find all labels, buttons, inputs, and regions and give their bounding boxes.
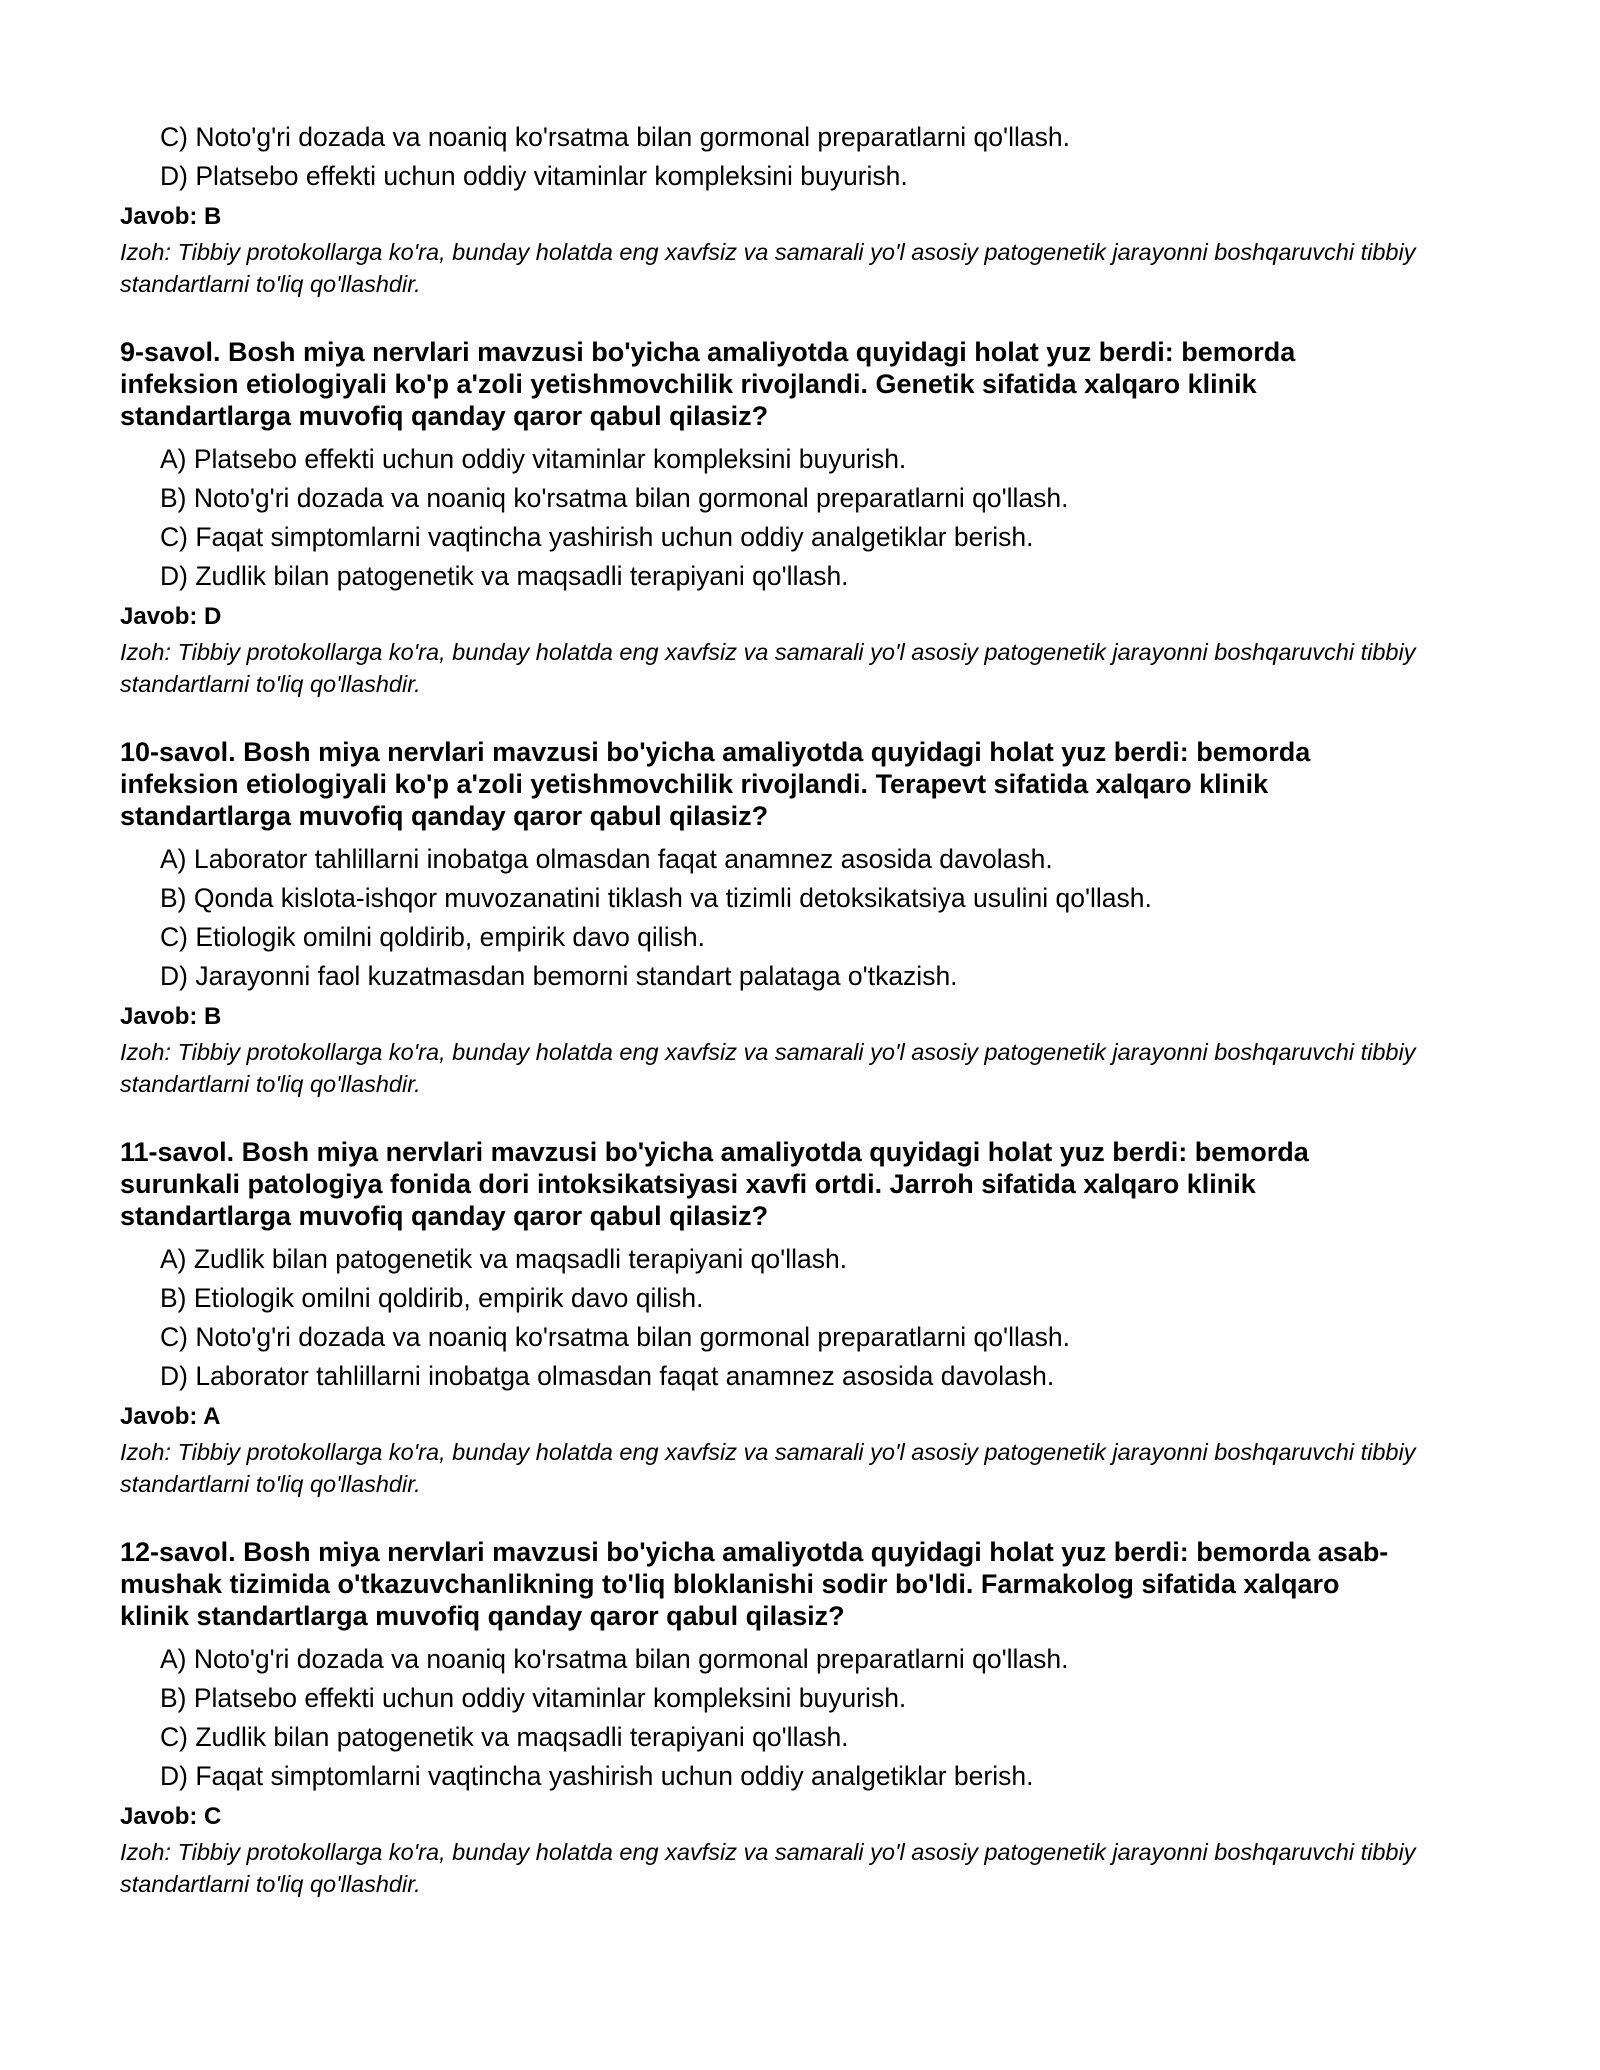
- option-d: D) Platsebo effekti uchun oddiy vitaminlar kompleksini buyurish.: [160, 161, 908, 191]
- explanation-note: Izoh: Tibbiy protokollarga ko'ra, bunday holatda eng xavfsiz va samarali yo'l asosiy patogenetik jarayonni boshqaruvchi tibbiy standartlarni to'liq qo'llashdir.: [120, 1839, 1416, 1897]
- answer-label: Javob: D: [120, 603, 222, 630]
- answer-label: Javob: B: [120, 203, 222, 230]
- answer-label: Javob: A: [120, 1403, 221, 1430]
- option-d: D) Zudlik bilan patogenetik va maqsadli terapiyani qo'llash.: [160, 561, 849, 591]
- option-b: B) Etiologik omilni qoldirib, empirik davo qilish.: [160, 1283, 704, 1313]
- option-c: C) Zudlik bilan patogenetik va maqsadli terapiyani qo'llash.: [160, 1722, 849, 1752]
- question-12: [120, 1536, 1420, 1900]
- option-b: B) Qonda kislota-ishqor muvozanatini tiklash va tizimli detoksikatsiya usulini qo'llash.: [160, 883, 1152, 913]
- option-d: D) Laborator tahlillarni inobatga olmasdan faqat anamnez asosida davolash.: [160, 1361, 1055, 1391]
- explanation-note: Izoh: Tibbiy protokollarga ko'ra, bunday holatda eng xavfsiz va samarali yo'l asosiy patogenetik jarayonni boshqaruvchi tibbiy standartlarni to'liq qo'llashdir.: [120, 239, 1416, 297]
- question-10: [120, 736, 1420, 1100]
- answer-label: Javob: C: [120, 1803, 222, 1830]
- option-c: C) Noto'g'ri dozada va noaniq ko'rsatma bilan gormonal preparatlarni qo'llash.: [160, 1322, 1070, 1352]
- explanation-note: Izoh: Tibbiy protokollarga ko'ra, bunday holatda eng xavfsiz va samarali yo'l asosiy patogenetik jarayonni boshqaruvchi tibbiy standartlarni to'liq qo'llashdir.: [120, 1039, 1416, 1097]
- explanation-note: Izoh: Tibbiy protokollarga ko'ra, bunday holatda eng xavfsiz va samarali yo'l asosiy patogenetik jarayonni boshqaruvchi tibbiy standartlarni to'liq qo'llashdir.: [120, 639, 1416, 697]
- question-title: 9-savol. Bosh miya nervlari mavzusi bo'yicha amaliyotda quyidagi holat yuz berdi: bemorda infeksion etiologiyali ko'p a'zoli yetishmovchilik rivojlandi. Genetik sifatida xalqaro klinik standartlarga muvofiq qanday qaror qabul qilasiz?: [120, 337, 1296, 431]
- question-title: 11-savol. Bosh miya nervlari mavzusi bo'yicha amaliyotda quyidagi holat yuz berdi: bemorda surunkali patologiya fonida dori intoksikatsiyasi xavfi ortdi. Jarroh sifatida xalqaro klinik standartlarga muvofiq qanday qaror qabul qilasiz?: [120, 1137, 1309, 1231]
- explanation-note: Izoh: Tibbiy protokollarga ko'ra, bunday holatda eng xavfsiz va samarali yo'l asosiy patogenetik jarayonni boshqaruvchi tibbiy standartlarni to'liq qo'llashdir.: [120, 1439, 1416, 1497]
- option-a: A) Laborator tahlillarni inobatga olmasdan faqat anamnez asosida davolash.: [160, 844, 1053, 874]
- option-b: B) Noto'g'ri dozada va noaniq ko'rsatma bilan gormonal preparatlarni qo'llash.: [160, 483, 1069, 513]
- question-8-continuation: [120, 118, 1420, 300]
- option-a: A) Noto'g'ri dozada va noaniq ko'rsatma bilan gormonal preparatlarni qo'llash.: [160, 1644, 1069, 1674]
- option-d: D) Faqat simptomlarni vaqtincha yashirish uchun oddiy analgetiklar berish.: [160, 1761, 1034, 1791]
- option-b: B) Platsebo effekti uchun oddiy vitaminlar kompleksini buyurish.: [160, 1683, 907, 1713]
- option-d: D) Jarayonni faol kuzatmasdan bemorni standart palataga o'tkazish.: [160, 961, 958, 991]
- option-a: A) Platsebo effekti uchun oddiy vitaminlar kompleksini buyurish.: [160, 444, 907, 474]
- question-9: [120, 336, 1420, 700]
- option-a: A) Zudlik bilan patogenetik va maqsadli terapiyani qo'llash.: [160, 1244, 848, 1274]
- question-title: 10-savol. Bosh miya nervlari mavzusi bo'yicha amaliyotda quyidagi holat yuz berdi: bemorda infeksion etiologiyali ko'p a'zoli yetishmovchilik rivojlandi. Terapevt sifatida xalqaro klinik standartlarga muvofiq qanday qaror qabul qilasiz?: [120, 737, 1311, 831]
- answer-label: Javob: B: [120, 1003, 222, 1030]
- question-title: 12-savol. Bosh miya nervlari mavzusi bo'yicha amaliyotda quyidagi holat yuz berdi: bemorda asab-mushak tizimida o'tkazuvchanlikning to'liq bloklanishi sodir bo'ldi. Farmakolog sifatida xalqaro klinik standartlarga muvofiq qanday qaror qabul qilasiz?: [120, 1537, 1389, 1631]
- option-c: C) Noto'g'ri dozada va noaniq ko'rsatma bilan gormonal preparatlarni qo'llash.: [160, 122, 1070, 152]
- question-11: [120, 1136, 1420, 1500]
- option-c: C) Faqat simptomlarni vaqtincha yashirish uchun oddiy analgetiklar berish.: [160, 522, 1034, 552]
- document-page: [120, 118, 1420, 1900]
- option-c: C) Etiologik omilni qoldirib, empirik davo qilish.: [160, 922, 705, 952]
